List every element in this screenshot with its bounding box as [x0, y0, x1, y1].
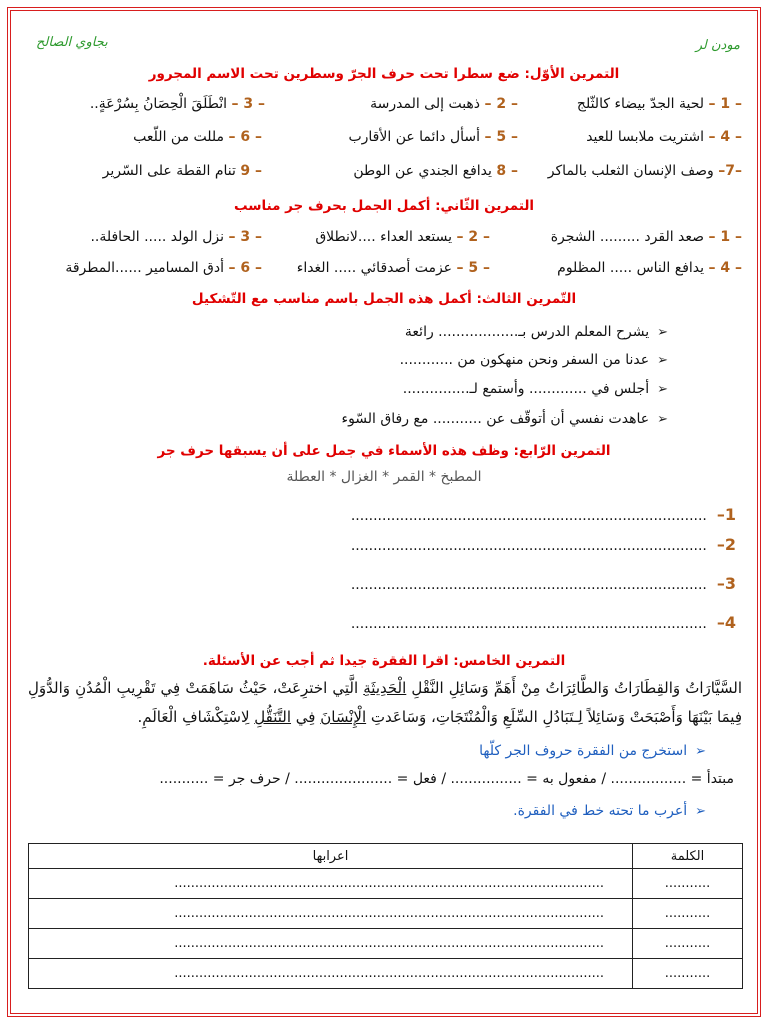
item-text: ذهبت إلى المدرسة: [370, 96, 481, 112]
word-cell[interactable]: ...........: [633, 959, 743, 989]
item-number: – 5 –: [484, 129, 518, 145]
table-row: [29, 899, 743, 929]
item-text: أدق المسامير ......المطرقة: [65, 260, 225, 276]
reading-paragraph: [28, 674, 742, 732]
answer-line-2[interactable]: [326, 535, 736, 554]
ex2-item-5: [297, 258, 490, 278]
item-number: – 1 –: [708, 229, 742, 245]
ex1-item-5: [348, 127, 518, 147]
ex1-item-2: [370, 94, 518, 114]
line-number: –2: [716, 535, 736, 554]
answer-line-3[interactable]: [326, 574, 736, 593]
item-text: تنام القطة على السّرير: [102, 163, 236, 179]
ex2-item-4: [557, 258, 742, 278]
parsing-cell[interactable]: ........................................................................................................: [29, 959, 633, 989]
arrow-bullet-icon: ➢: [657, 412, 668, 427]
answer-fields-line[interactable]: مبتدأ = ................. / مفعول به = ................ / فعل = ...................... / حرف جر = ...........: [159, 771, 734, 787]
ex1-item-1: [577, 94, 742, 114]
item-number: – 3 –: [231, 96, 265, 112]
answer-line-1[interactable]: [326, 505, 736, 524]
item-number: – 8: [496, 163, 518, 179]
dotted-line: ................................................................................: [350, 577, 707, 593]
item-number: – 2 –: [484, 96, 518, 112]
arrow-bullet-icon: ➢: [657, 353, 668, 368]
parsing-cell[interactable]: ........................................................................................................: [29, 929, 633, 959]
header-word: الكلمة: [633, 844, 743, 869]
ex2-item-2: [315, 227, 490, 247]
ex2-item-1: [551, 227, 742, 247]
item-text: يشرح المعلم الدرس بـ.................. رائعة: [404, 324, 650, 340]
table-row: [29, 869, 743, 899]
word-cell[interactable]: ...........: [633, 869, 743, 899]
paragraph-text: لِاسْتِكْشَافِ الْعَالَمِ.: [137, 708, 255, 726]
paragraph-text: فِي: [291, 708, 321, 726]
ex1-item-3: [90, 94, 265, 114]
arrow-bullet-icon: ➢: [695, 804, 706, 819]
parsing-cell[interactable]: ........................................................................................................: [29, 869, 633, 899]
question-text: أعرب ما تحته خط في الفقرة.: [513, 803, 688, 819]
exercise-2-title: التمرين الثّاني: أكمل الجمل بحرف جر مناسب: [233, 198, 535, 214]
table-row: [29, 959, 743, 989]
item-number: – 3 –: [228, 229, 262, 245]
word-cell[interactable]: ...........: [633, 899, 743, 929]
item-text: أسأل دائما عن الأقارب: [348, 129, 481, 145]
item-text: صعد القرد ......... الشجرة: [550, 229, 705, 245]
parsing-table: [28, 843, 743, 989]
item-text: نزل الولد ..... الحافلة..: [90, 229, 225, 245]
line-number: –4: [716, 613, 736, 632]
arrow-bullet-icon: ➢: [695, 744, 706, 759]
dotted-line: ................................................................................: [350, 538, 707, 554]
word-cell[interactable]: ...........: [633, 929, 743, 959]
item-number: – 9: [240, 163, 262, 179]
item-text: اشتريت ملابسا للعيد: [586, 129, 705, 145]
ex3-item-2: [400, 350, 668, 371]
answer-line-4[interactable]: [326, 613, 736, 632]
ex3-item-1: [405, 322, 668, 343]
item-number: – 6 –: [228, 260, 262, 276]
right-signature: مودن لر: [695, 38, 740, 53]
item-text: لحية الجدّ بيضاء كالثّلج: [576, 96, 705, 112]
item-text: يدافع الناس ..... المظلوم: [557, 260, 705, 276]
item-number: – 5 –: [456, 260, 490, 276]
ex3-item-4: [341, 409, 668, 430]
underlined-word: الْإِنْسَانَ: [320, 708, 367, 726]
ex1-item-4: [586, 127, 742, 147]
item-text: عاهدت نفسي أن أتوقّف عن ........... مع رفاق السّوء: [341, 411, 650, 427]
underlined-word: التَّنَقُّلِ: [254, 708, 292, 726]
item-number: – 2 –: [456, 229, 490, 245]
ex2-item-3: [90, 227, 262, 247]
question-text: استخرج من الفقرة حروف الجر كلّها: [479, 743, 688, 759]
ex2-item-6: [65, 258, 262, 278]
ex3-item-3: [403, 379, 668, 400]
arrow-bullet-icon: ➢: [657, 325, 668, 340]
item-number: – 1 –: [708, 96, 742, 112]
underlined-word: الْحَدِيثَةِ: [363, 679, 407, 697]
ex1-item-7: [548, 161, 742, 181]
item-text: يدافع الجندي عن الوطن: [353, 163, 492, 179]
item-number: –7–: [718, 163, 742, 179]
header-parsing: اعرابها: [29, 844, 633, 869]
paragraph-text: الَّتِي اخترِعَتْ، حَيْثُ سَاهَمَتْ فِي تَقْرِيبِ الْمُدُنِ وَالدُّوَلِ فِيمَا بَيْنَهَا وَأَصْبَحَتْ وَسَائِلاً لِـتَبَادُلِ السِّلَعِ وَالْمُنْتَجَاتِ، وَسَاعَدتِ: [28, 679, 742, 726]
paragraph-text: السَّيَّارَاتُ وَالقِطَارَاتُ وَالطَّائِرَاتُ مِنْ أَهَمِّ وَسَائِلِ النَّقْلِ: [406, 679, 742, 697]
question-2: [513, 801, 706, 822]
line-number: –3: [716, 574, 736, 593]
line-number: –1: [716, 505, 736, 524]
left-signature: بجاوي الصالح: [36, 35, 108, 50]
item-text: انْطَلَقَ الْحِصَانُ بِسُرْعَةٍ..: [89, 96, 228, 112]
item-text: أجلس في ............. وأستمع لـ...............: [402, 381, 650, 397]
table-header-row: [29, 844, 743, 869]
exercise-1-title: التمرين الأوّل: ضع سطرا تحت حرف الجرّ وسطرين تحت الاسم المجرور: [148, 66, 620, 82]
parsing-cell[interactable]: ........................................................................................................: [29, 899, 633, 929]
exercise-4-title: التمرين الرّابع: وظف هذه الأسماء في جمل على أن يسبقها حرف جر: [157, 443, 611, 459]
item-text: عزمت أصدقائي ..... الغداء: [296, 260, 453, 276]
item-number: – 6 –: [228, 129, 262, 145]
item-number: – 4 –: [708, 129, 742, 145]
ex1-item-8: [353, 161, 518, 181]
dotted-line: ................................................................................: [350, 616, 707, 632]
arrow-bullet-icon: ➢: [657, 382, 668, 397]
dotted-line: ................................................................................: [350, 508, 707, 524]
exercise-5-title: التمرين الخامس: اقرا الفقرة جيدا ثم أجب عن الأسئلة.: [202, 653, 566, 669]
word-list: المطبخ * القمر * الغزال * العطلة: [286, 469, 482, 485]
item-text: مللت من اللّعب: [133, 129, 225, 145]
ex1-item-9: [103, 161, 262, 181]
item-text: يستعد العداء ....لانطلاق: [315, 229, 453, 245]
item-text: عدنا من السفر ونحن منهكون من ............: [399, 352, 650, 368]
table-row: [29, 929, 743, 959]
question-1: [479, 741, 706, 762]
item-text: وصف الإنسان الثعلب بالماكر: [547, 163, 714, 179]
item-number: – 4 –: [708, 260, 742, 276]
ex1-item-6: [133, 127, 262, 147]
exercise-3-title: التّمرين الثالث: أكمل هذه الجمل باسم مناسب مع التّشكيل: [191, 291, 577, 307]
